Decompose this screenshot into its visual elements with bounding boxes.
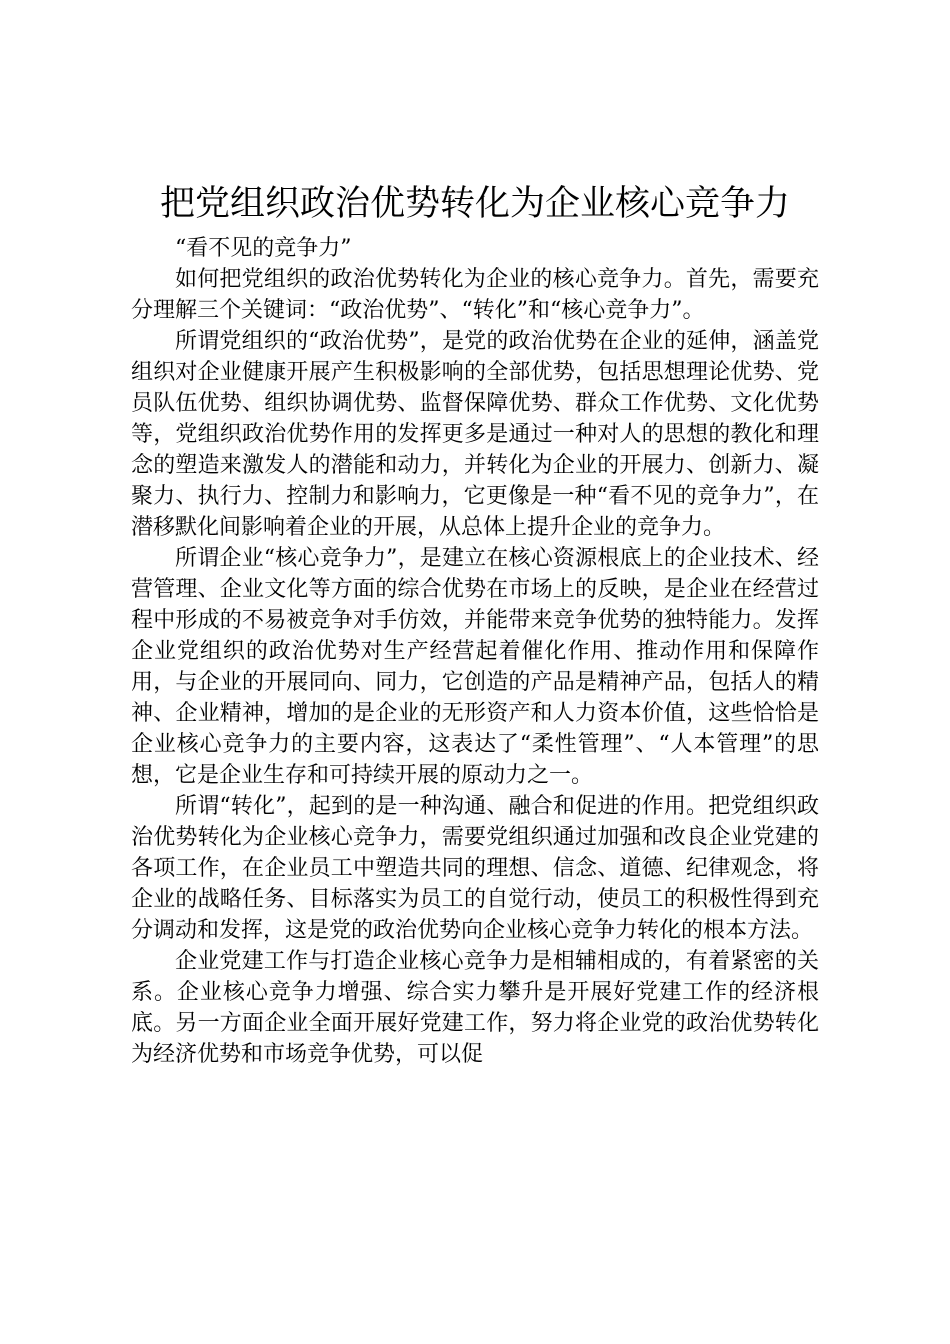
paragraph: 所谓党组织的“政治优势”，是党的政治优势在企业的延伸，涵盖党组织对企业健康开展产生积极影响的全部优势，包括思想理论优势、党员队伍优势、组织协调优势、监督保障优势、群众工作优势、文化优势等，党组织政治优势作用的发挥更多是通过一种对人的思想的教化和理念的塑造来激发人的潜能和动力，并转化为企业的开展力、创新力、凝聚力、执行力、控制力和影响力，它更像是一种“看不见的竞争力”，在潜移默化间影响着企业的开展，从总体上提升企业的竞争力。 [131, 329, 819, 540]
paragraph: 如何把党组织的政治优势转化为企业的核心竞争力。首先，需要充分理解三个关键词：“政治优势”、“转化”和“核心竞争力”。 [131, 267, 819, 323]
document-body [131, 233, 819, 1070]
paragraph: 所谓企业“核心竞争力”，是建立在核心资源根底上的企业技术、经营管理、企业文化等方面的综合优势在市场上的反映，是企业在经营过程中形成的不易被竞争对手仿效，并能带来竞争优势的独特能力。发挥企业党组织的政治优势对生产经营起着催化作用、推动作用和保障作用，与企业的开展同向、同力，它创造的产品是精神产品，包括人的精神、企业精神，增加的是企业的无形资产和人力资本价值，这些恰恰是企业核心竞争力的主要内容，这表达了“柔性管理”、“人本管理”的思想，它是企业生存和可持续开展的原动力之一。 [131, 546, 819, 788]
document-title: 把党组织政治优势转化为企业核心竞争力 [159, 184, 790, 224]
paragraph: 企业党建工作与打造企业核心竞争力是相辅相成的，有着紧密的关系。企业核心竞争力增强、综合实力攀升是开展好党建工作的经济根底。另一方面企业全面开展好党建工作，努力将企业党的政治优势转化为经济优势和市场竞争优势，可以促 [131, 949, 819, 1067]
paragraph: 所谓“转化”，起到的是一种沟通、融合和促进的作用。把党组织政治优势转化为企业核心竞争力，需要党组织通过加强和改良企业党建的各项工作，在企业员工中塑造共同的理想、信念、道德、纪律观念，将企业的战略任务、目标落实为员工的自觉行动，使员工的积极性得到充分调动和发挥，这是党的政治优势向企业核心竞争力转化的根本方法。 [131, 794, 819, 943]
paragraph-subtitle: “看不见的竞争力” [175, 236, 352, 261]
